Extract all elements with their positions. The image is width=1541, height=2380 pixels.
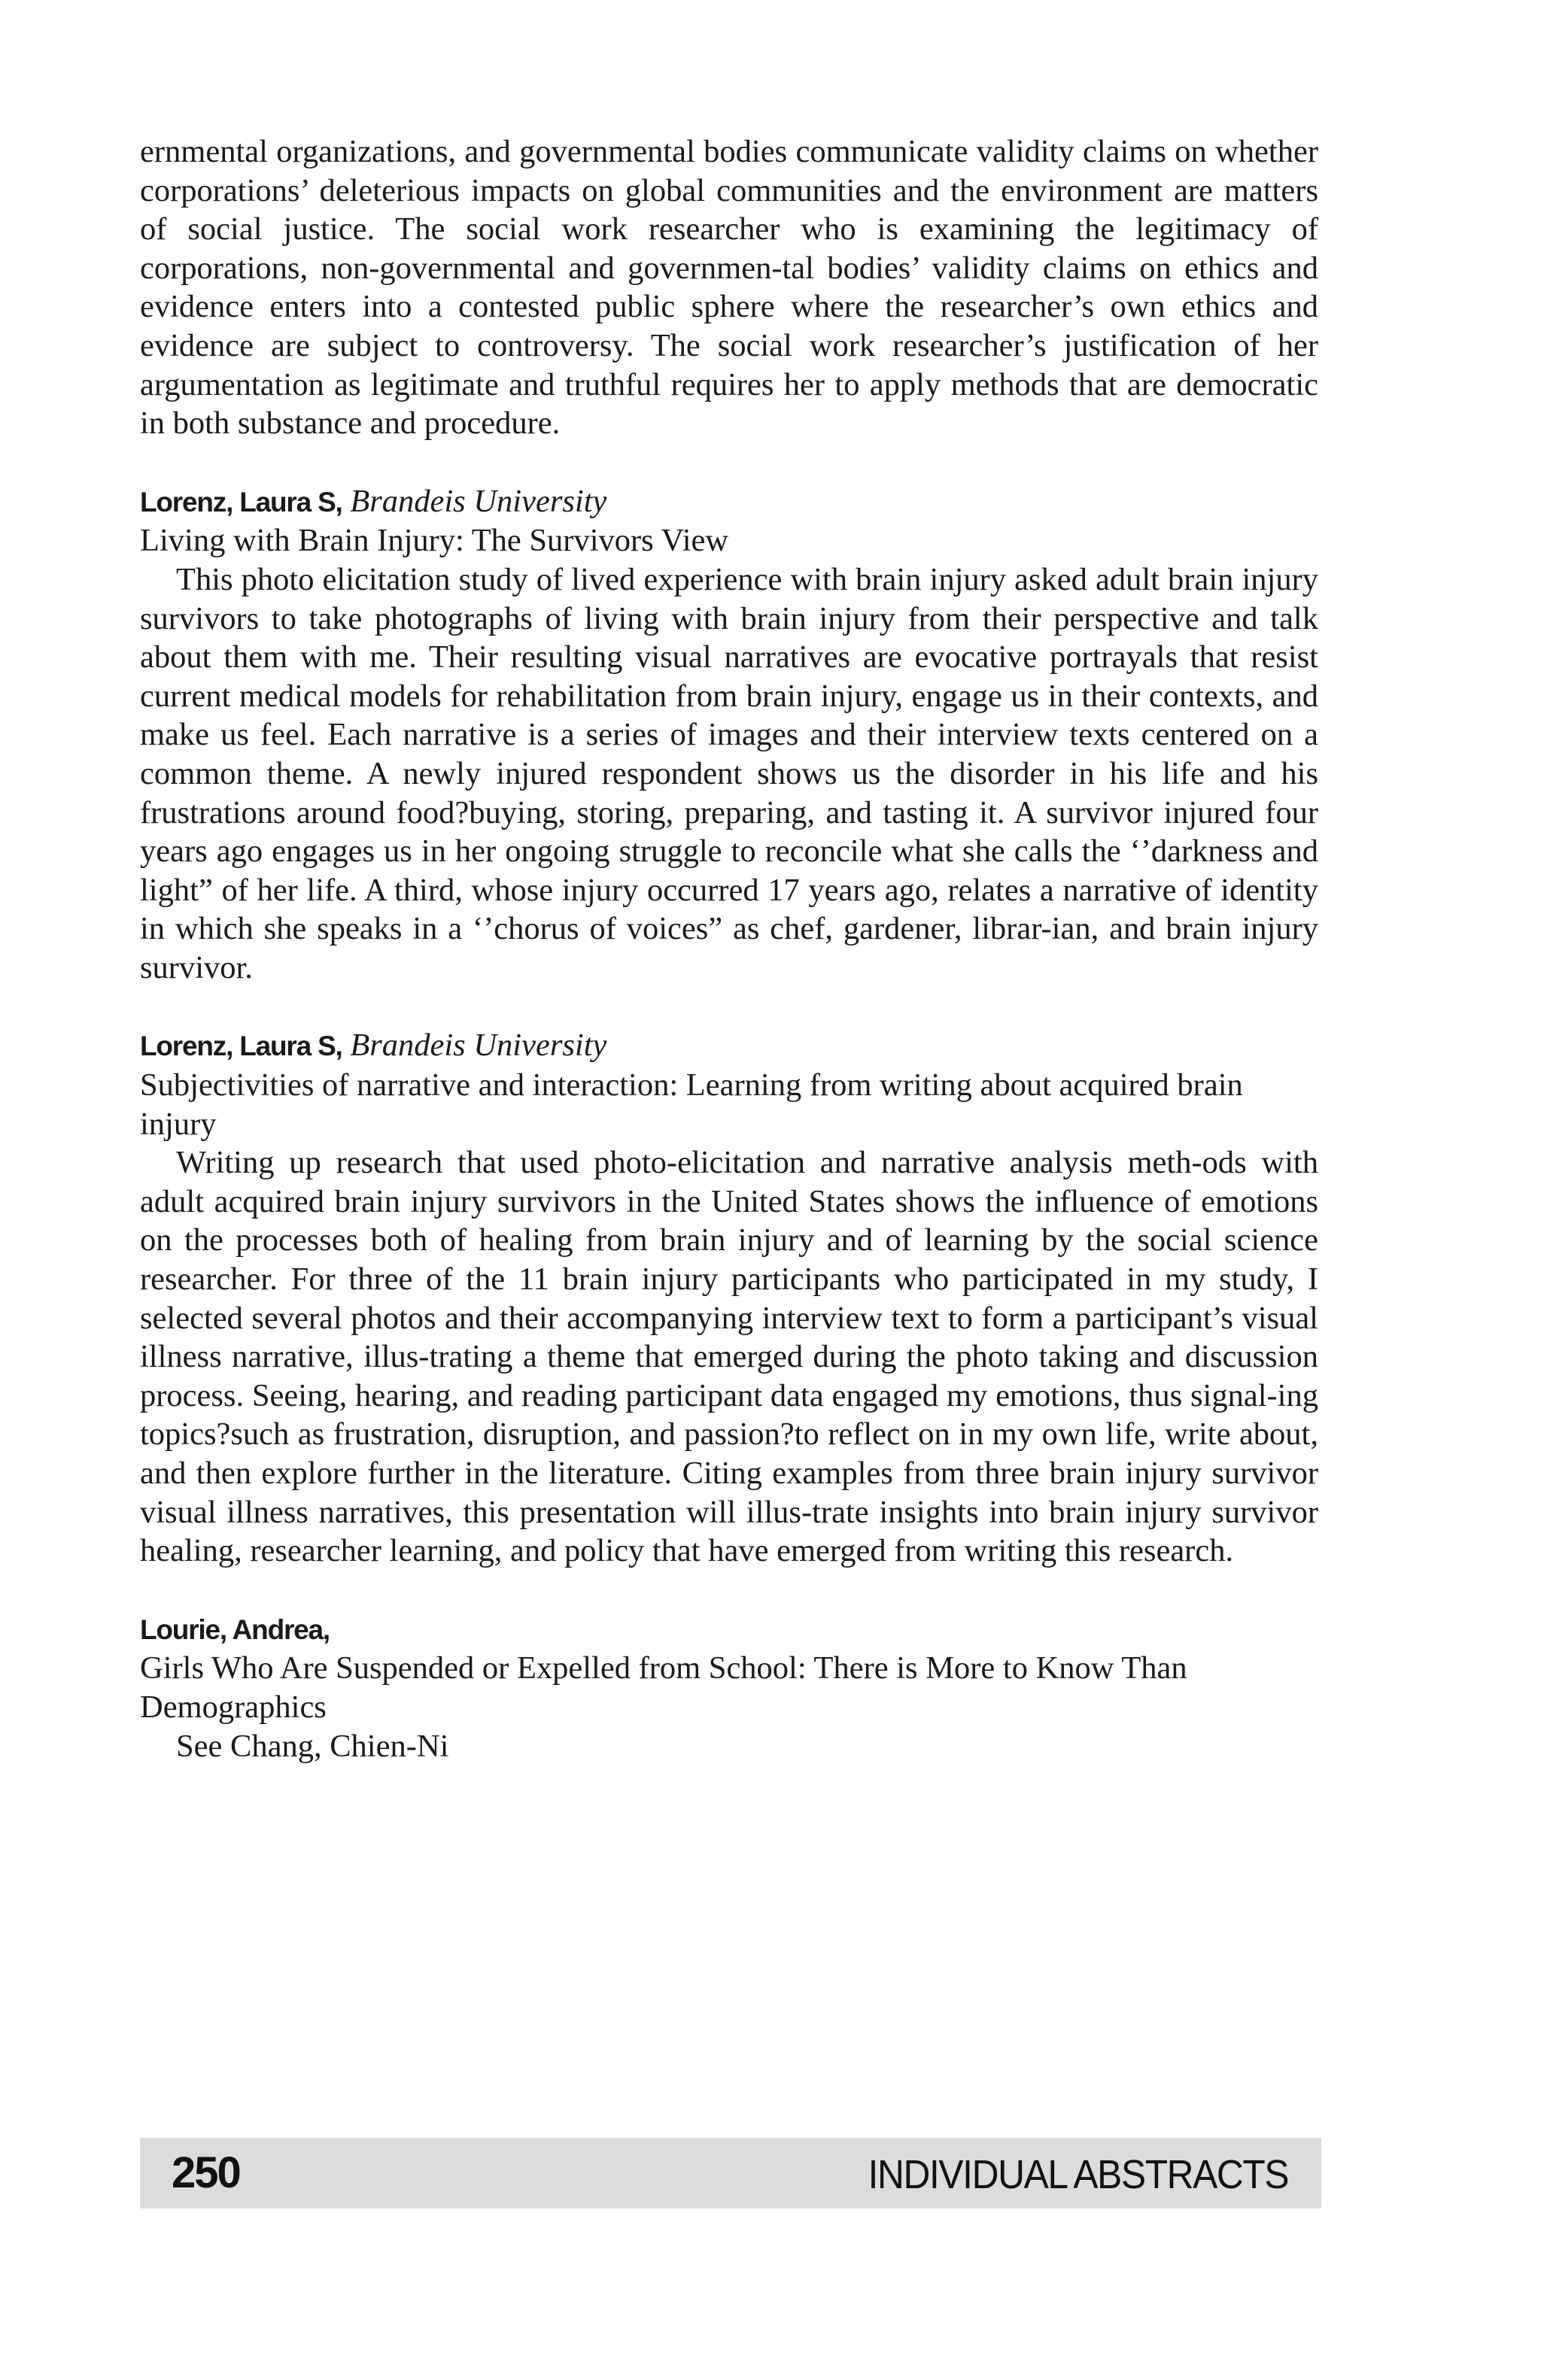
abstract-title: Girls Who Are Suspended or Expelled from School: There is More to Know Than Demographics [140,1650,1187,1725]
entry-header [140,482,1318,522]
abstract-entry [140,1610,1318,1765]
entry-header [140,1026,1318,1066]
author-affiliation: Brandeis University [350,483,607,519]
abstract-title: Living with Brain Injury: The Survivors View [140,523,729,559]
abstract-entry [140,482,1318,988]
abstract-title: Subjectivities of narrative and interaction: Learning from writing about acquired brain injury [140,1067,1243,1142]
page-footer [140,2138,1321,2208]
running-section-title: INDIVIDUAL ABSTRACTS [868,2152,1288,2197]
continued-paragraph: ernmental organizations, and governmental bodies communicate validity claims on whether corporations’ deleterious impacts on global communities and the environment are matters of social justice. The social work researcher who is examining the legitimacy of corporations, non-governmental and governmen-tal bodies’ validity claims on ethics and evidence enters into a contested public sphere where the researcher’s own ethics and evidence are subject to controversy. The social work researcher’s justification of her argumentation as legitimate and truthful requires her to apply methods that are democratic in both substance and procedure. [140,134,1318,442]
entry-header [140,1610,1318,1650]
author-affiliation: Brandeis University [350,1028,607,1064]
abstract-text: This photo elicitation study of lived experience with brain injury asked adult brain injury survivors to take photographs of living with brain injury from their perspective and talk about them with me. Their resulting visual narratives are evocative portrayals that resist current medical models for rehabilitation from brain injury, engage us in their contexts, and make us feel. Each narrative is a series of images and their interview texts centered on a common theme. A newly injured respondent shows us the disorder in his life and his frustrations around food?buying, storing, preparing, and tasting it. A survivor injured four years ago engages us in her ongoing struggle to reconcile what she calls the ‘’darkness and light” of her life. A third, whose injury occurred 17 years ago, relates a narrative of identity in which she speaks in a ‘’chorus of voices” as chef, gardener, librar-ian, and brain injury survivor. [140,561,1318,985]
author-name: Lorenz, Laura S, [140,486,342,518]
page-number: 250 [172,2148,240,2197]
abstract-text: See Chang, Chien-Ni [176,1728,449,1764]
author-name: Lorenz, Laura S, [140,1031,342,1062]
abstract-text: Writing up research that used photo-elicitation and narrative analysis meth-ods with adult acquired brain injury survivors in the United States shows the influence of emotions on the processes both of healing from brain injury and of learning by the social science researcher. For three of the 11 brain injury participants who participated in my study, I selected several photos and their accompanying interview text to form a participant’s visual illness narrative, illus-trating a theme that emerged during the photo taking and discussion process. Seeing, hearing, and reading participant data engaged my emotions, thus signal-ing topics?such as frustration, disruption, and passion?to reflect on in my own life, write about, and then explore further in the literature. Citing examples from three brain injury survivor visual illness narratives, this presentation will illus-trate insights into brain injury survivor healing, researcher learning, and policy that have emerged from writing this research. [140,1145,1318,1569]
author-name: Lourie, Andrea, [140,1613,330,1645]
text-column [140,132,1318,1765]
abstract-entry [140,1026,1318,1570]
